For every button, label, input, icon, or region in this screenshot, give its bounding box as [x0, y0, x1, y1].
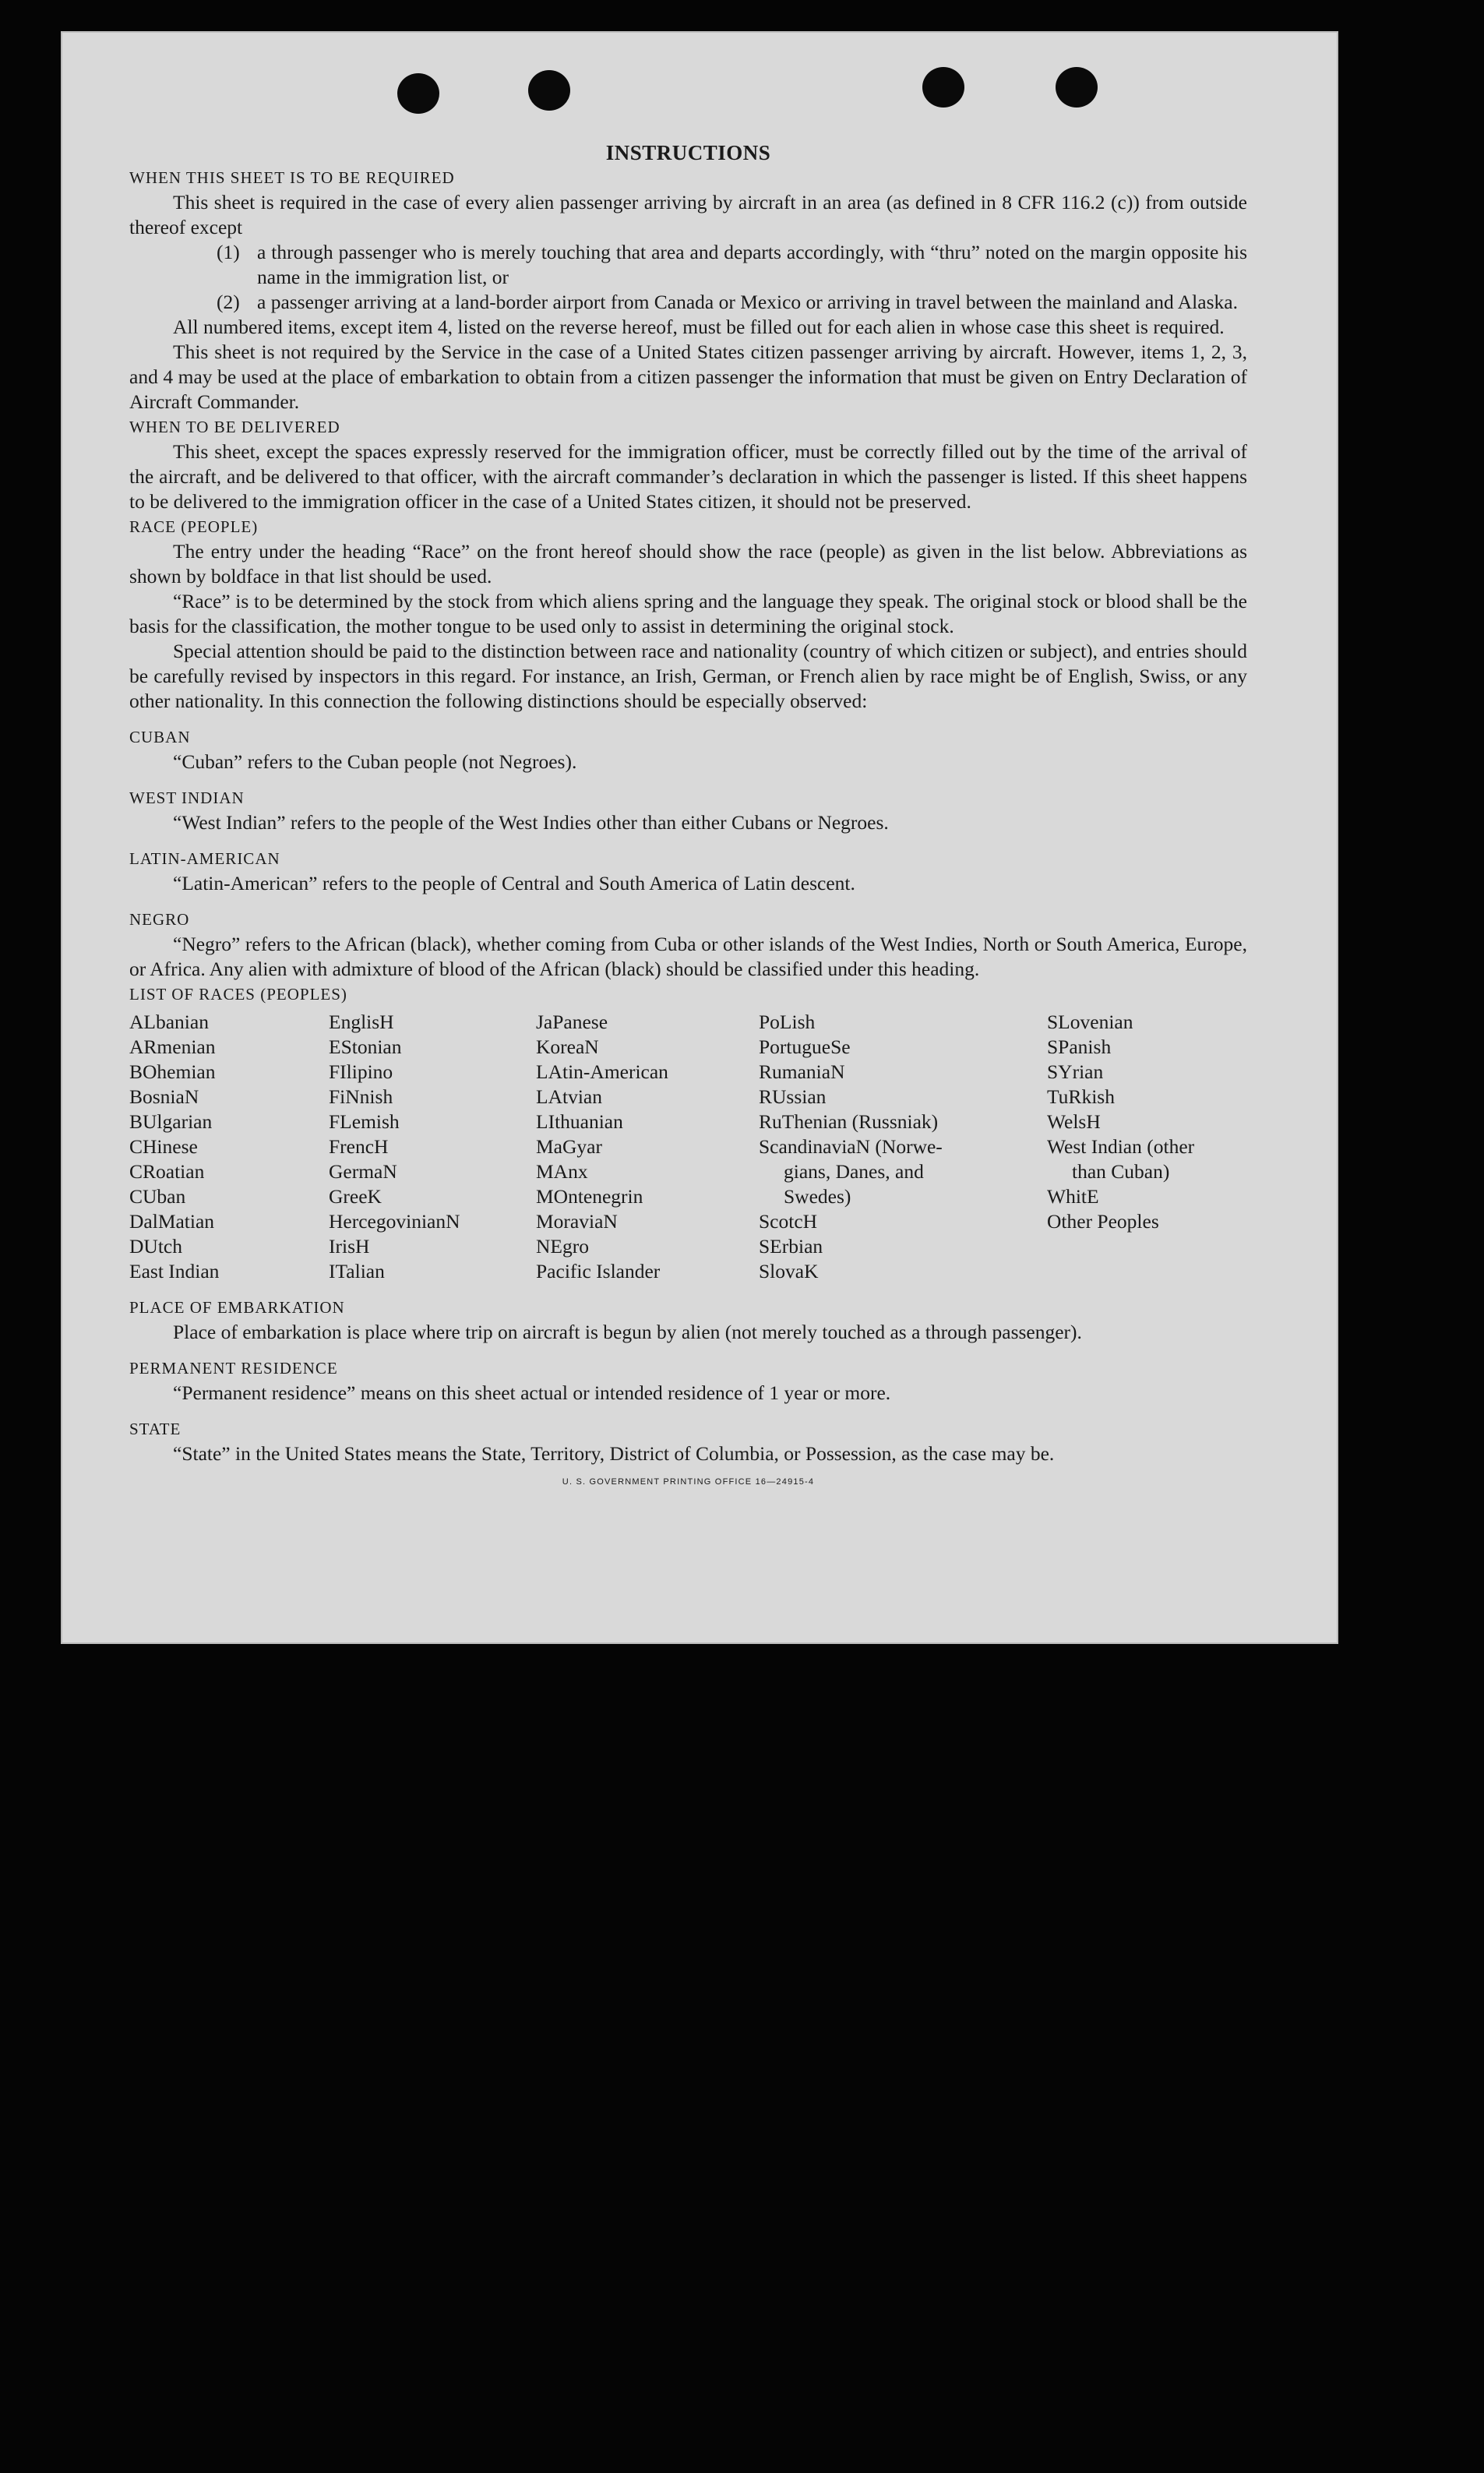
section-heading-race: RACE (PEOPLE)	[129, 517, 259, 536]
race-para3: Special attention should be paid to the distinction between race and nationality (country of which citizen or subject), and entries should be carefully revised by inspectors in this regard. For instance, an Irish, German, or French alien by race might be of English, Swiss, or any other nationality. In this connection the following distinctions should be especially observed:	[129, 640, 1247, 712]
negro-text: “Negro” refers to the African (black), whether coming from Cuba or other islands of the West Indies, North or South America, Europe, or Africa. Any alien with admixture of blood of the African (black) should be classified under this heading.	[129, 933, 1247, 980]
race-item: FLemish	[329, 1110, 400, 1133]
instructions-content	[129, 140, 1247, 1494]
race-item: FiNnish	[329, 1085, 393, 1108]
race-item: EStonian	[329, 1035, 402, 1058]
race-item: ITalian	[329, 1260, 385, 1282]
race-item: KoreaN	[536, 1035, 599, 1058]
race-item: LAtvian	[536, 1085, 602, 1108]
race-item: DUtch	[129, 1235, 182, 1258]
punch-hole	[528, 70, 570, 111]
section-heading-list-of-races: LIST OF RACES (PEOPLES)	[129, 985, 347, 1004]
race-item: GreeK	[329, 1185, 382, 1208]
race-item: JaPanese	[536, 1011, 608, 1033]
punch-hole	[922, 67, 964, 108]
race-item: DalMatian	[129, 1210, 215, 1233]
embarkation-text: Place of embarkation is place where trip on aircraft is begun by alien (not merely touched as a through passenger).	[173, 1321, 1082, 1343]
race-item: SErbian	[759, 1235, 823, 1258]
page-title: INSTRUCTIONS	[605, 141, 771, 164]
race-item: RuThenian (Russniak)	[759, 1110, 939, 1133]
instruction-sheet	[61, 31, 1338, 1644]
section-heading-cuban: CUBAN	[129, 728, 191, 746]
permanent-residence-text: “Permanent residence” means on this sheet actual or intended residence of 1 year or more.	[173, 1381, 891, 1404]
race-item: Pacific Islander	[536, 1260, 661, 1282]
latin-american-text: “Latin-American” refers to the people of Central and South America of Latin descent.	[173, 872, 855, 894]
race-item: LIthuanian	[536, 1110, 623, 1133]
race-item: BUlgarian	[129, 1110, 213, 1133]
race-item: East Indian	[129, 1260, 220, 1282]
race-item: Other Peoples	[1047, 1210, 1159, 1233]
race-list-column	[329, 1010, 536, 1284]
race-item: PortugueSe	[759, 1035, 851, 1058]
race-item: CRoatian	[129, 1160, 205, 1183]
race-list	[129, 1010, 1247, 1284]
race-item: HercegovinianN	[329, 1210, 460, 1233]
race-item: MaGyar	[536, 1135, 602, 1158]
race-item: ScotcH	[759, 1210, 818, 1233]
race-item: ALbanian	[129, 1011, 209, 1033]
when-required-para3: This sheet is not required by the Service in the case of a United States citizen passenger arriving by aircraft. However, items 1, 2, 3, and 4 may be used at the place of embarkation to obtain from a citizen passenger the information that must be given on Entry Declaration of Aircraft Commander.	[129, 340, 1247, 413]
race-item: WelsH	[1047, 1110, 1101, 1133]
race-item: LAtin-American	[536, 1060, 668, 1083]
section-heading-when-required: WHEN THIS SHEET IS TO BE REQUIRED	[129, 168, 455, 187]
race-item: WhitE	[1047, 1185, 1099, 1208]
race-item: MOntenegrin	[536, 1185, 643, 1208]
west-indian-text: “West Indian” refers to the people of the West Indies other than either Cubans or Negroes.	[173, 811, 889, 834]
when-delivered-text: This sheet, except the spaces expressly reserved for the immigration officer, must be correctly filled out by the time of the arrival of the aircraft, and be delivered to that officer, with the aircraft commander’s declaration in which the passenger is listed. If this sheet happens to be delivered to the immigration officer in the case of a United States citizen, it should not be preserved.	[129, 440, 1247, 513]
state-text: “State” in the United States means the State, Territory, District of Columbia, or Possession, as the case may be.	[173, 1442, 1055, 1465]
race-item: GermaN	[329, 1160, 397, 1183]
race-item: SLovenian	[1047, 1011, 1133, 1033]
race-item: NEgro	[536, 1235, 589, 1258]
race-item: West Indian (other	[1047, 1135, 1195, 1158]
exception-text: a through passenger who is merely touching that area and departs accordingly, with “thru” noted on the margin opposite his name in the immigration list, or	[257, 241, 1247, 288]
race-list-column	[1047, 1010, 1247, 1284]
race-item: FrencH	[329, 1135, 389, 1158]
section-heading-latin-american: LATIN-AMERICAN	[129, 849, 280, 868]
section-heading-embarkation: PLACE OF EMBARKATION	[129, 1298, 345, 1317]
race-item: MoraviaN	[536, 1210, 618, 1233]
race-list-column	[759, 1010, 1047, 1284]
race-list-column	[129, 1010, 329, 1284]
race-item: gians, Danes, and	[784, 1160, 924, 1183]
when-required-intro: This sheet is required in the case of every alien passenger arriving by aircraft in an area (as defined in 8 CFR 116.2 (c)) from outside thereof except	[129, 191, 1247, 238]
race-item: ARmenian	[129, 1035, 216, 1058]
race-item: SlovaK	[759, 1260, 819, 1282]
race-item: ScandinaviaN (Norwe-	[759, 1135, 943, 1158]
race-item: FIlipino	[329, 1060, 393, 1083]
punch-hole	[397, 73, 439, 114]
race-item: CUban	[129, 1185, 186, 1208]
punch-hole	[1056, 67, 1098, 108]
when-required-para2: All numbered items, except item 4, listed on the reverse hereof, must be filled out for each alien in whose case this sheet is required.	[173, 316, 1225, 338]
race-item: SPanish	[1047, 1035, 1112, 1058]
race-item: PoLish	[759, 1011, 816, 1033]
race-item: CHinese	[129, 1135, 198, 1158]
cuban-text: “Cuban” refers to the Cuban people (not Negroes).	[173, 750, 577, 773]
race-item: than Cuban)	[1072, 1160, 1170, 1183]
section-heading-negro: NEGRO	[129, 910, 190, 929]
section-heading-permanent-residence: PERMANENT RESIDENCE	[129, 1359, 338, 1378]
race-item: MAnx	[536, 1160, 588, 1183]
race-item: TuRkish	[1047, 1085, 1115, 1108]
section-heading-state: STATE	[129, 1420, 182, 1438]
race-item: Swedes)	[784, 1185, 851, 1208]
printing-office-imprint: U. S. GOVERNMENT PRINTING OFFICE 16—24915-4	[562, 1477, 815, 1487]
race-item: RumaniaN	[759, 1060, 845, 1083]
exception-item	[217, 290, 1247, 315]
race-item: BOhemian	[129, 1060, 216, 1083]
section-heading-west-indian: WEST INDIAN	[129, 788, 245, 807]
race-item: BosniaN	[129, 1085, 199, 1108]
exception-item	[217, 240, 1247, 290]
exception-text: a passenger arriving at a land-border airport from Canada or Mexico or arriving in travel between the mainland and Alaska.	[257, 291, 1238, 313]
race-item: SYrian	[1047, 1060, 1104, 1083]
exception-number: (2)	[217, 291, 240, 313]
race-item: IrisH	[329, 1235, 370, 1258]
exception-number: (1)	[217, 241, 240, 263]
race-item: EnglisH	[329, 1011, 394, 1033]
race-list-column	[536, 1010, 759, 1284]
race-para1: The entry under the heading “Race” on the front hereof should show the race (people) as given in the list below. Abbreviations as shown by boldface in that list should be used.	[129, 540, 1247, 587]
section-heading-when-delivered: WHEN TO BE DELIVERED	[129, 418, 340, 436]
race-item: RUssian	[759, 1085, 827, 1108]
race-para2: “Race” is to be determined by the stock from which aliens spring and the language they speak. The original stock or blood shall be the basis for the classification, the mother tongue to be used only to assist in determining the original stock.	[129, 590, 1247, 637]
